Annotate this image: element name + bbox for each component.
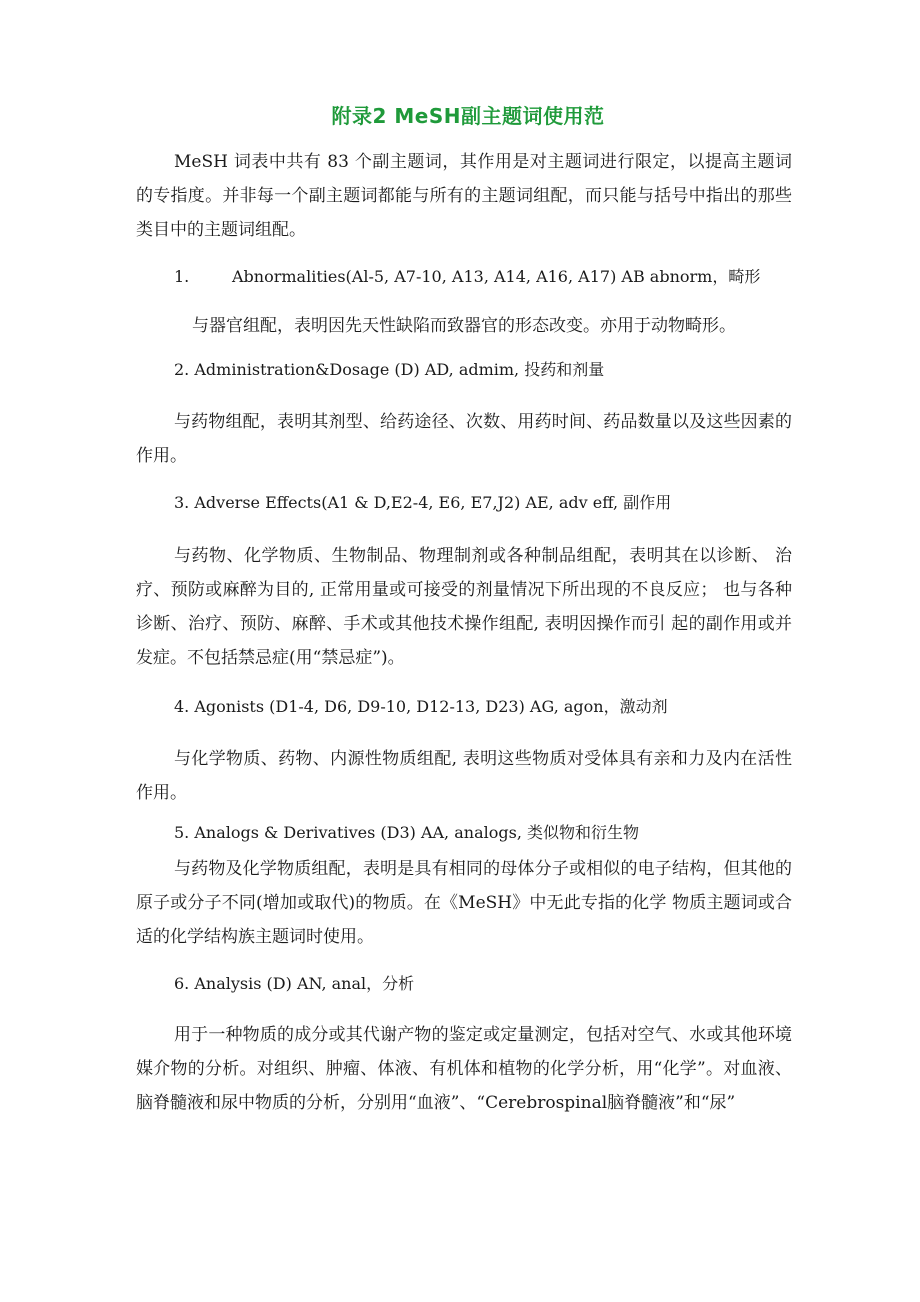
entry-description-4: 与化学物质、药物、内源性物质组配, 表明这些物质对受体具有亲和力及内在活性作用。 (136, 749, 792, 803)
entry-number: 3. (174, 493, 190, 512)
entry-heading-3 (174, 491, 794, 515)
entry-heading-text: Agonists (D1-4, D6, D9-10, D12-13, D23) AG, agon，激动剂 (194, 697, 668, 716)
entry-heading-2 (174, 358, 794, 382)
page-title: 附录2 MeSH副主题词使用范 (331, 104, 605, 128)
entry-heading-text: Abnormalities(Al-5, A7-10, A13, A14, A16, A17) AB abnorm，畸形 (232, 267, 761, 286)
entry-description-5: 与药物及化学物质组配，表明是具有相同的母体分子或相似的电子结构，但其他的原子或分子不同(增加或取代)的物质。在《MeSH》中无此专指的化学 物质主题词或合适的化学结构族主题词时使用。 (136, 859, 792, 947)
entry-description-6: 用于一种物质的成分或其代谢产物的鉴定或定量测定，包括对空气、水或其他环境媒介物的分析。对组织、肿瘤、体液、有机体和植物的化学分析，用“化学”。对血液、脑脊髓液和尿中物质的分析，分别用“血液”、“Cerebrospinal脑脊髓液”和“尿” (136, 1025, 792, 1113)
entry-description-2: 与药物组配，表明其剂型、给药途径、次数、用药时间、药品数量以及这些因素的作用。 (136, 412, 792, 466)
entry-heading-1 (174, 265, 794, 289)
entry-number: 6. (174, 974, 190, 993)
entry-heading-text: Analogs & Derivatives (D3) AA, analogs, 类似物和衍生物 (194, 823, 639, 842)
entry-description-1: 与器官组配，表明因先天性缺陷而致器官的形态改变。亦用于动物畸形。 (192, 316, 736, 336)
entry-heading-text: Adverse Effects(A1 & D,E2-4, E6, E7,J2) AE, adv eff, 副作用 (194, 493, 672, 512)
entry-description-3: 与药物、化学物质、生物制品、物理制剂或各种制品组配，表明其在以诊断、 治疗、预防或麻醉为目的, 正常用量或可接受的剂量情况下所出现的不良反应； 也与各种诊断、治疗、预防、麻醉、手术或其他技术操作组配, 表明因操作而引 起的副作用或并发症。不包括禁忌症(用“禁忌症”)。 (136, 546, 792, 668)
entry-number: 2. (174, 360, 190, 379)
entry-heading-4 (174, 695, 794, 719)
entry-heading-text: Administration&Dosage (D) AD, admim, 投药和剂量 (194, 360, 605, 379)
entry-number: 5. (174, 823, 190, 842)
entry-heading-6 (174, 972, 794, 996)
entry-number: 1. (174, 267, 190, 286)
entry-heading-5 (174, 821, 794, 845)
intro-paragraph: MeSH 词表中共有 83 个副主题词，其作用是对主题词进行限定，以提高主题词的专指度。并非每一个副主题词都能与所有的主题词组配，而只能与括号中指出的那些类目中的主题词组配。 (136, 152, 792, 240)
entry-number: 4. (174, 697, 190, 716)
entry-heading-text: Analysis (D) AN, anal，分析 (194, 974, 415, 993)
